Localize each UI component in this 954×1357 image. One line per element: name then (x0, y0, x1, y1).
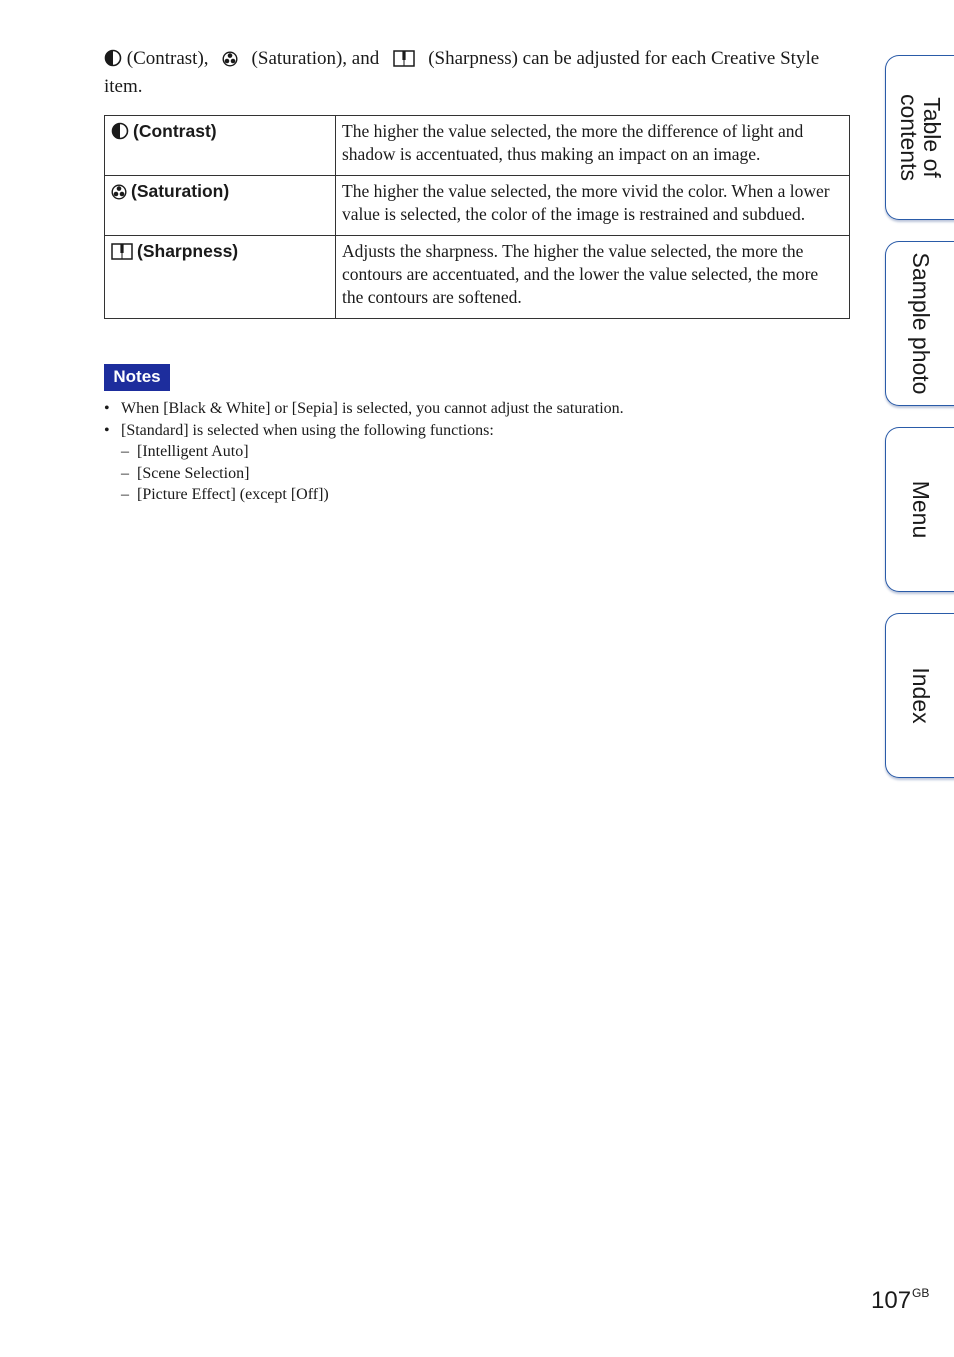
sharpness-icon (393, 49, 415, 74)
tab-label: Index (908, 667, 934, 724)
tab-table-of-contents[interactable] (885, 55, 954, 220)
table-row (105, 176, 850, 236)
saturation-icon (111, 183, 127, 205)
intro-text-contrast: (Contrast), (126, 48, 209, 69)
sharpness-icon (111, 243, 133, 265)
bullet-mark: • (104, 421, 110, 439)
table-term-cell (105, 116, 336, 176)
tab-label: Menu (908, 480, 934, 539)
creative-style-settings-table (104, 115, 850, 319)
contrast-icon (104, 49, 122, 74)
table-description-cell: Adjusts the sharpness. The higher the value selected, the more the contours are accentuated, and the lower the value selected, the more the contours are softened. (336, 236, 850, 319)
contrast-icon (111, 122, 129, 145)
intro-paragraph (104, 46, 834, 99)
page-number (871, 1279, 929, 1315)
list-item (121, 441, 834, 463)
tab-label: Table of contents (896, 94, 946, 181)
term-saturation: (Saturation) (131, 181, 230, 201)
table-row (105, 236, 850, 319)
table-description-cell: The higher the value selected, the more vivid the color. When a lower value is selected, the color of the image is restrained and subdued. (336, 176, 850, 236)
note-text: When [Black & White] or [Sepia] is selected, you cannot adjust the saturation. (121, 400, 624, 417)
page-number-suffix: GB (912, 1286, 930, 1300)
sub-list (121, 441, 834, 506)
table-term-cell (105, 176, 336, 236)
table-description-cell: The higher the value selected, the more the difference of light and shadow is accentuated, thus making an impact on an image. (336, 116, 850, 176)
list-item (121, 463, 834, 485)
dash-mark: – (121, 464, 129, 482)
notes-list (104, 398, 834, 506)
tab-sample-photo[interactable] (885, 241, 954, 406)
tab-label: Sample photo (908, 252, 934, 395)
tab-index[interactable] (885, 613, 954, 778)
list-item (104, 420, 834, 506)
saturation-icon (222, 49, 238, 74)
table-term-cell (105, 236, 336, 319)
intro-text-saturation: (Saturation), and (251, 48, 380, 69)
dash-mark: – (121, 443, 129, 460)
list-item (121, 484, 834, 506)
intro-text-sharpness: (Sharpness) can be adjusted for each Creative Style item. (104, 48, 820, 97)
term-sharpness: (Sharpness) (137, 241, 239, 261)
bullet-mark: • (104, 400, 110, 417)
sub-item-text: [Picture Effect] (except [Off]) (137, 486, 329, 503)
term-contrast: (Contrast) (133, 121, 217, 141)
notes-heading-badge: Notes (104, 364, 170, 391)
dash-mark: – (121, 486, 129, 503)
page-number-value: 107 (871, 1287, 912, 1314)
tab-menu[interactable] (885, 427, 954, 592)
note-text: [Standard] is selected when using the following functions: (121, 421, 494, 439)
sub-item-text: [Intelligent Auto] (137, 443, 249, 460)
sub-item-text: [Scene Selection] (137, 464, 250, 482)
table-row (105, 116, 850, 176)
list-item (104, 398, 834, 420)
